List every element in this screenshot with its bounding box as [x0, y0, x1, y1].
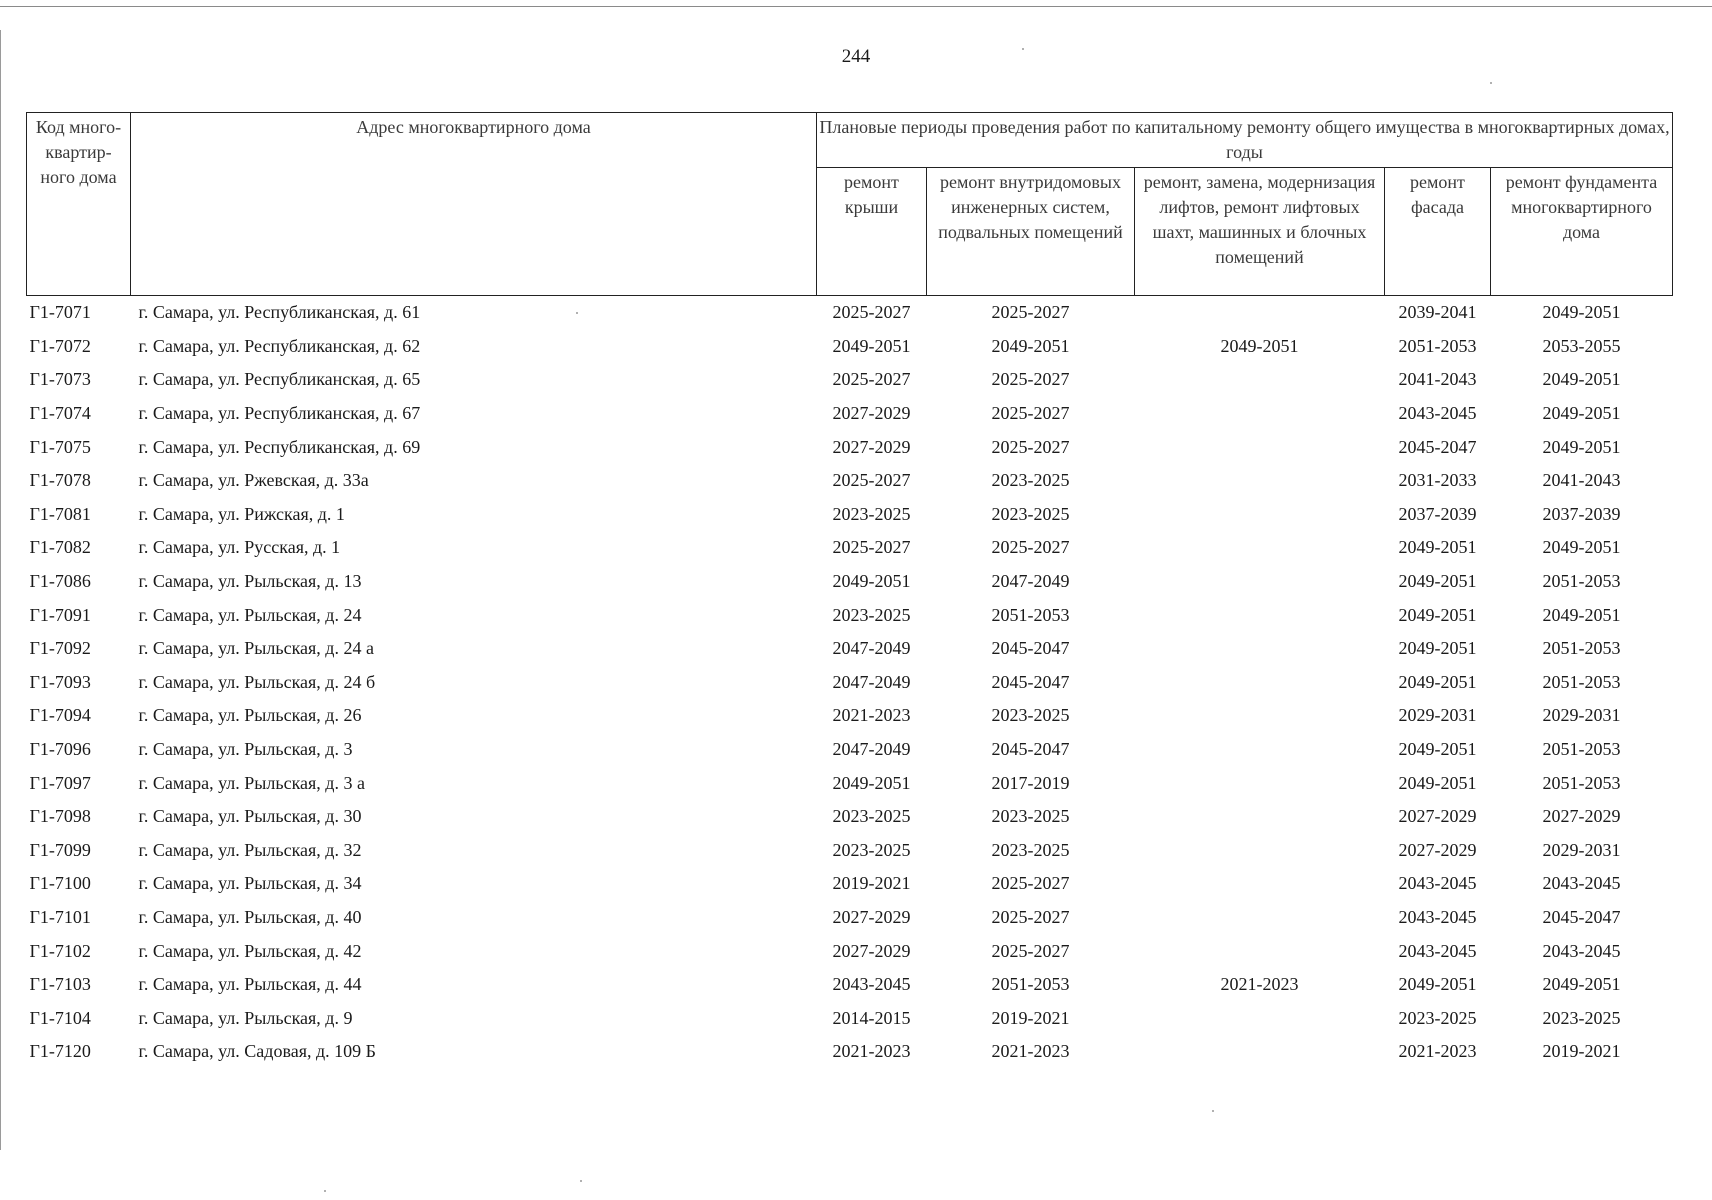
cell-facade: 2039-2041	[1398, 302, 1477, 323]
cell-facade: 2049-2051	[1398, 739, 1477, 760]
cell-foundation: 2043-2045	[1542, 873, 1621, 894]
cell-roof: 2025-2027	[832, 369, 911, 390]
cell-systems: 2023-2025	[991, 470, 1070, 491]
cell-systems: 2023-2025	[991, 839, 1070, 860]
cell-facade: 2051-2053	[1398, 335, 1477, 356]
cell-code: Г1-7120	[29, 1041, 91, 1062]
table-row	[27, 330, 1673, 364]
cell-foundation: 2049-2051	[1542, 537, 1621, 558]
cell-roof: 2014-2015	[832, 1007, 911, 1028]
cell-facade: 2049-2051	[1398, 537, 1477, 558]
table-row	[27, 1001, 1673, 1035]
cell-systems: 2045-2047	[991, 638, 1070, 659]
cell-systems: 2049-2051	[991, 335, 1070, 356]
cell-foundation: 2049-2051	[1542, 302, 1621, 323]
cell-systems: 2023-2025	[991, 806, 1070, 827]
cell-address: г. Самара, ул. Рыльская, д. 26	[138, 705, 362, 726]
cell-lifts	[1135, 666, 1385, 700]
cell-address: г. Самара, ул. Рыльская, д. 40	[138, 906, 362, 927]
cell-systems: 2051-2053	[991, 604, 1070, 625]
cell-foundation: 2051-2053	[1542, 671, 1621, 692]
table-row	[27, 363, 1673, 397]
cell-roof: 2019-2021	[832, 873, 911, 894]
cell-address: г. Самара, ул. Рыльская, д. 13	[138, 571, 362, 592]
cell-code: Г1-7101	[29, 906, 91, 927]
cell-systems: 2025-2027	[991, 537, 1070, 558]
cell-code: Г1-7098	[29, 806, 91, 827]
cell-address: г. Самара, ул. Рыльская, д. 32	[138, 839, 362, 860]
table-row	[27, 464, 1673, 498]
cell-foundation: 2041-2043	[1542, 470, 1621, 491]
cell-address: г. Самара, ул. Республиканская, д. 69	[138, 436, 421, 457]
cell-facade: 2049-2051	[1398, 638, 1477, 659]
cell-systems: 2045-2047	[991, 671, 1070, 692]
cell-roof: 2049-2051	[832, 772, 911, 793]
table-row	[27, 397, 1673, 431]
cell-code: Г1-7074	[29, 403, 91, 424]
cell-facade: 2049-2051	[1398, 772, 1477, 793]
cell-facade: 2031-2033	[1398, 470, 1477, 491]
cell-foundation: 2049-2051	[1542, 436, 1621, 457]
cell-code: Г1-7078	[29, 470, 91, 491]
cell-facade: 2041-2043	[1398, 369, 1477, 390]
cell-roof: 2023-2025	[832, 806, 911, 827]
cell-roof: 2047-2049	[832, 671, 911, 692]
cell-address: г. Самара, ул. Русская, д. 1	[138, 537, 341, 558]
cell-foundation: 2037-2039	[1542, 503, 1621, 524]
cell-systems: 2025-2027	[991, 403, 1070, 424]
cell-roof: 2025-2027	[832, 537, 911, 558]
cell-facade: 2027-2029	[1398, 806, 1477, 827]
cell-lifts	[1135, 834, 1385, 868]
cell-code: Г1-7072	[29, 335, 91, 356]
cell-systems: 2021-2023	[991, 1041, 1070, 1062]
cell-foundation: 2049-2051	[1542, 974, 1621, 995]
scan-speck	[324, 1190, 326, 1192]
cell-facade: 2043-2045	[1398, 906, 1477, 927]
cell-address: г. Самара, ул. Рыльская, д. 42	[138, 940, 362, 961]
cell-foundation: 2019-2021	[1542, 1041, 1621, 1062]
cell-systems: 2025-2027	[991, 369, 1070, 390]
cell-code: Г1-7104	[29, 1007, 91, 1028]
cell-code: Г1-7082	[29, 537, 91, 558]
cell-systems: 2019-2021	[991, 1007, 1070, 1028]
cell-address: г. Самара, ул. Рыльская, д. 24 а	[138, 638, 374, 659]
cell-systems: 2023-2025	[991, 705, 1070, 726]
table-row	[27, 296, 1673, 330]
cell-facade: 2049-2051	[1398, 604, 1477, 625]
cell-systems: 2025-2027	[991, 436, 1070, 457]
table-header	[27, 113, 1673, 296]
cell-roof: 2023-2025	[832, 839, 911, 860]
scan-speck	[1490, 82, 1492, 84]
cell-lifts	[1135, 296, 1385, 330]
scan-speck	[1022, 48, 1024, 50]
header-code: Код много-квартир-ного дома	[27, 113, 131, 296]
cell-address: г. Самара, ул. Республиканская, д. 62	[138, 335, 421, 356]
cell-roof: 2049-2051	[832, 571, 911, 592]
cell-systems: 2025-2027	[991, 906, 1070, 927]
cell-address: г. Самара, ул. Рижская, д. 1	[138, 503, 345, 524]
table-row	[27, 867, 1673, 901]
header-facade: ремонт фасада	[1385, 168, 1491, 296]
cell-lifts	[1135, 766, 1385, 800]
table-row	[27, 632, 1673, 666]
scan-speck	[580, 1180, 582, 1182]
table-row	[27, 800, 1673, 834]
cell-address: г. Самара, ул. Рыльская, д. 24	[138, 604, 362, 625]
cell-code: Г1-7073	[29, 369, 91, 390]
cell-address: г. Самара, ул. Республиканская, д. 65	[138, 369, 421, 390]
cell-facade: 2045-2047	[1398, 436, 1477, 457]
cell-lifts	[1135, 1001, 1385, 1035]
cell-foundation: 2029-2031	[1542, 705, 1621, 726]
table-row	[27, 430, 1673, 464]
scan-edge-left	[0, 30, 1, 1150]
cell-address: г. Самара, ул. Рыльская, д. 34	[138, 873, 362, 894]
table-row	[27, 699, 1673, 733]
cell-foundation: 2051-2053	[1542, 772, 1621, 793]
header-address: Адрес многоквартирного дома	[131, 113, 817, 296]
cell-facade: 2021-2023	[1398, 1041, 1477, 1062]
cell-roof: 2047-2049	[832, 638, 911, 659]
cell-address: г. Самара, ул. Рыльская, д. 3 а	[138, 772, 365, 793]
cell-code: Г1-7092	[29, 638, 91, 659]
cell-roof: 2023-2025	[832, 604, 911, 625]
cell-facade: 2049-2051	[1398, 571, 1477, 592]
cell-lifts	[1135, 531, 1385, 565]
cell-address: г. Самара, ул. Садовая, д. 109 Б	[138, 1041, 376, 1062]
cell-lifts	[1135, 430, 1385, 464]
cell-foundation: 2049-2051	[1542, 403, 1621, 424]
repair-schedule-table	[26, 112, 1673, 1069]
cell-code: Г1-7097	[29, 772, 91, 793]
cell-foundation: 2051-2053	[1542, 739, 1621, 760]
cell-lifts	[1135, 733, 1385, 767]
table-row	[27, 1035, 1673, 1069]
cell-lifts	[1135, 498, 1385, 532]
cell-lifts	[1135, 632, 1385, 666]
table-row	[27, 968, 1673, 1002]
cell-lifts	[1135, 397, 1385, 431]
table-row	[27, 834, 1673, 868]
cell-code: Г1-7086	[29, 571, 91, 592]
cell-roof: 2025-2027	[832, 302, 911, 323]
table-row	[27, 565, 1673, 599]
cell-lifts	[1135, 464, 1385, 498]
cell-facade: 2043-2045	[1398, 940, 1477, 961]
cell-code: Г1-7102	[29, 940, 91, 961]
cell-lifts	[1135, 934, 1385, 968]
cell-systems: 2017-2019	[991, 772, 1070, 793]
cell-code: Г1-7075	[29, 436, 91, 457]
table-row	[27, 766, 1673, 800]
cell-foundation: 2053-2055	[1542, 335, 1621, 356]
cell-lifts	[1135, 1035, 1385, 1069]
cell-roof: 2027-2029	[832, 940, 911, 961]
cell-lifts	[1135, 363, 1385, 397]
cell-lifts	[1135, 699, 1385, 733]
cell-lifts: 2021-2023	[1220, 974, 1299, 995]
table-row	[27, 666, 1673, 700]
cell-code: Г1-7081	[29, 503, 91, 524]
cell-address: г. Самара, ул. Рыльская, д. 24 б	[138, 671, 376, 692]
cell-address: г. Самара, ул. Рыльская, д. 3	[138, 739, 353, 760]
cell-lifts	[1135, 901, 1385, 935]
table-row	[27, 531, 1673, 565]
cell-roof: 2021-2023	[832, 705, 911, 726]
table-row	[27, 901, 1673, 935]
table-row	[27, 598, 1673, 632]
cell-roof: 2023-2025	[832, 503, 911, 524]
cell-lifts	[1135, 800, 1385, 834]
cell-lifts	[1135, 867, 1385, 901]
cell-code: Г1-7071	[29, 302, 91, 323]
cell-foundation: 2023-2025	[1542, 1007, 1621, 1028]
cell-foundation: 2051-2053	[1542, 571, 1621, 592]
cell-foundation: 2043-2045	[1542, 940, 1621, 961]
cell-facade: 2027-2029	[1398, 839, 1477, 860]
cell-facade: 2043-2045	[1398, 403, 1477, 424]
cell-roof: 2027-2029	[832, 403, 911, 424]
cell-foundation: 2051-2053	[1542, 638, 1621, 659]
table-body	[27, 296, 1673, 1069]
cell-facade: 2023-2025	[1398, 1007, 1477, 1028]
cell-code: Г1-7091	[29, 604, 91, 625]
cell-facade: 2037-2039	[1398, 503, 1477, 524]
cell-lifts	[1135, 598, 1385, 632]
cell-address: г. Самара, ул. Республиканская, д. 61	[138, 302, 421, 323]
cell-systems: 2045-2047	[991, 739, 1070, 760]
scan-speck	[576, 312, 578, 314]
table-row	[27, 934, 1673, 968]
cell-roof: 2043-2045	[832, 974, 911, 995]
cell-facade: 2049-2051	[1398, 671, 1477, 692]
cell-facade: 2049-2051	[1398, 974, 1477, 995]
cell-roof: 2021-2023	[832, 1041, 911, 1062]
scan-speck	[1212, 1110, 1214, 1112]
cell-address: г. Самара, ул. Рыльская, д. 9	[138, 1007, 353, 1028]
header-periods-group: Плановые периоды проведения работ по капитальному ремонту общего имущества в многоквартирных домах, годы	[817, 113, 1673, 168]
cell-foundation: 2049-2051	[1542, 369, 1621, 390]
header-systems: ремонт внутридомовых инженерных систем, подвальных помещений	[927, 168, 1135, 296]
cell-address: г. Самара, ул. Рыльская, д. 30	[138, 806, 362, 827]
cell-roof: 2027-2029	[832, 906, 911, 927]
cell-foundation: 2049-2051	[1542, 604, 1621, 625]
cell-foundation: 2029-2031	[1542, 839, 1621, 860]
cell-address: г. Самара, ул. Рыльская, д. 44	[138, 974, 362, 995]
header-foundation: ремонт фундамента многоквартирного дома	[1491, 168, 1673, 296]
cell-foundation: 2027-2029	[1542, 806, 1621, 827]
cell-roof: 2049-2051	[832, 335, 911, 356]
header-lifts: ремонт, замена, модернизация лифтов, ремонт лифтовых шахт, машинных и блочных помещений	[1135, 168, 1385, 296]
cell-lifts	[1135, 565, 1385, 599]
cell-systems: 2025-2027	[991, 940, 1070, 961]
cell-roof: 2025-2027	[832, 470, 911, 491]
cell-code: Г1-7096	[29, 739, 91, 760]
cell-systems: 2023-2025	[991, 503, 1070, 524]
header-roof: ремонт крыши	[817, 168, 927, 296]
cell-code: Г1-7103	[29, 974, 91, 995]
cell-facade: 2029-2031	[1398, 705, 1477, 726]
scan-edge-top	[0, 6, 1712, 7]
cell-roof: 2047-2049	[832, 739, 911, 760]
cell-systems: 2025-2027	[991, 302, 1070, 323]
table-row	[27, 498, 1673, 532]
cell-code: Г1-7099	[29, 839, 91, 860]
cell-systems: 2051-2053	[991, 974, 1070, 995]
table-row	[27, 733, 1673, 767]
cell-foundation: 2045-2047	[1542, 906, 1621, 927]
cell-lifts: 2049-2051	[1220, 335, 1299, 356]
page-number: 244	[841, 46, 871, 67]
cell-systems: 2047-2049	[991, 571, 1070, 592]
cell-facade: 2043-2045	[1398, 873, 1477, 894]
cell-code: Г1-7094	[29, 705, 91, 726]
cell-code: Г1-7093	[29, 671, 91, 692]
cell-address: г. Самара, ул. Республиканская, д. 67	[138, 403, 421, 424]
cell-code: Г1-7100	[29, 873, 91, 894]
cell-address: г. Самара, ул. Ржевская, д. 33а	[138, 470, 369, 491]
cell-systems: 2025-2027	[991, 873, 1070, 894]
cell-roof: 2027-2029	[832, 436, 911, 457]
